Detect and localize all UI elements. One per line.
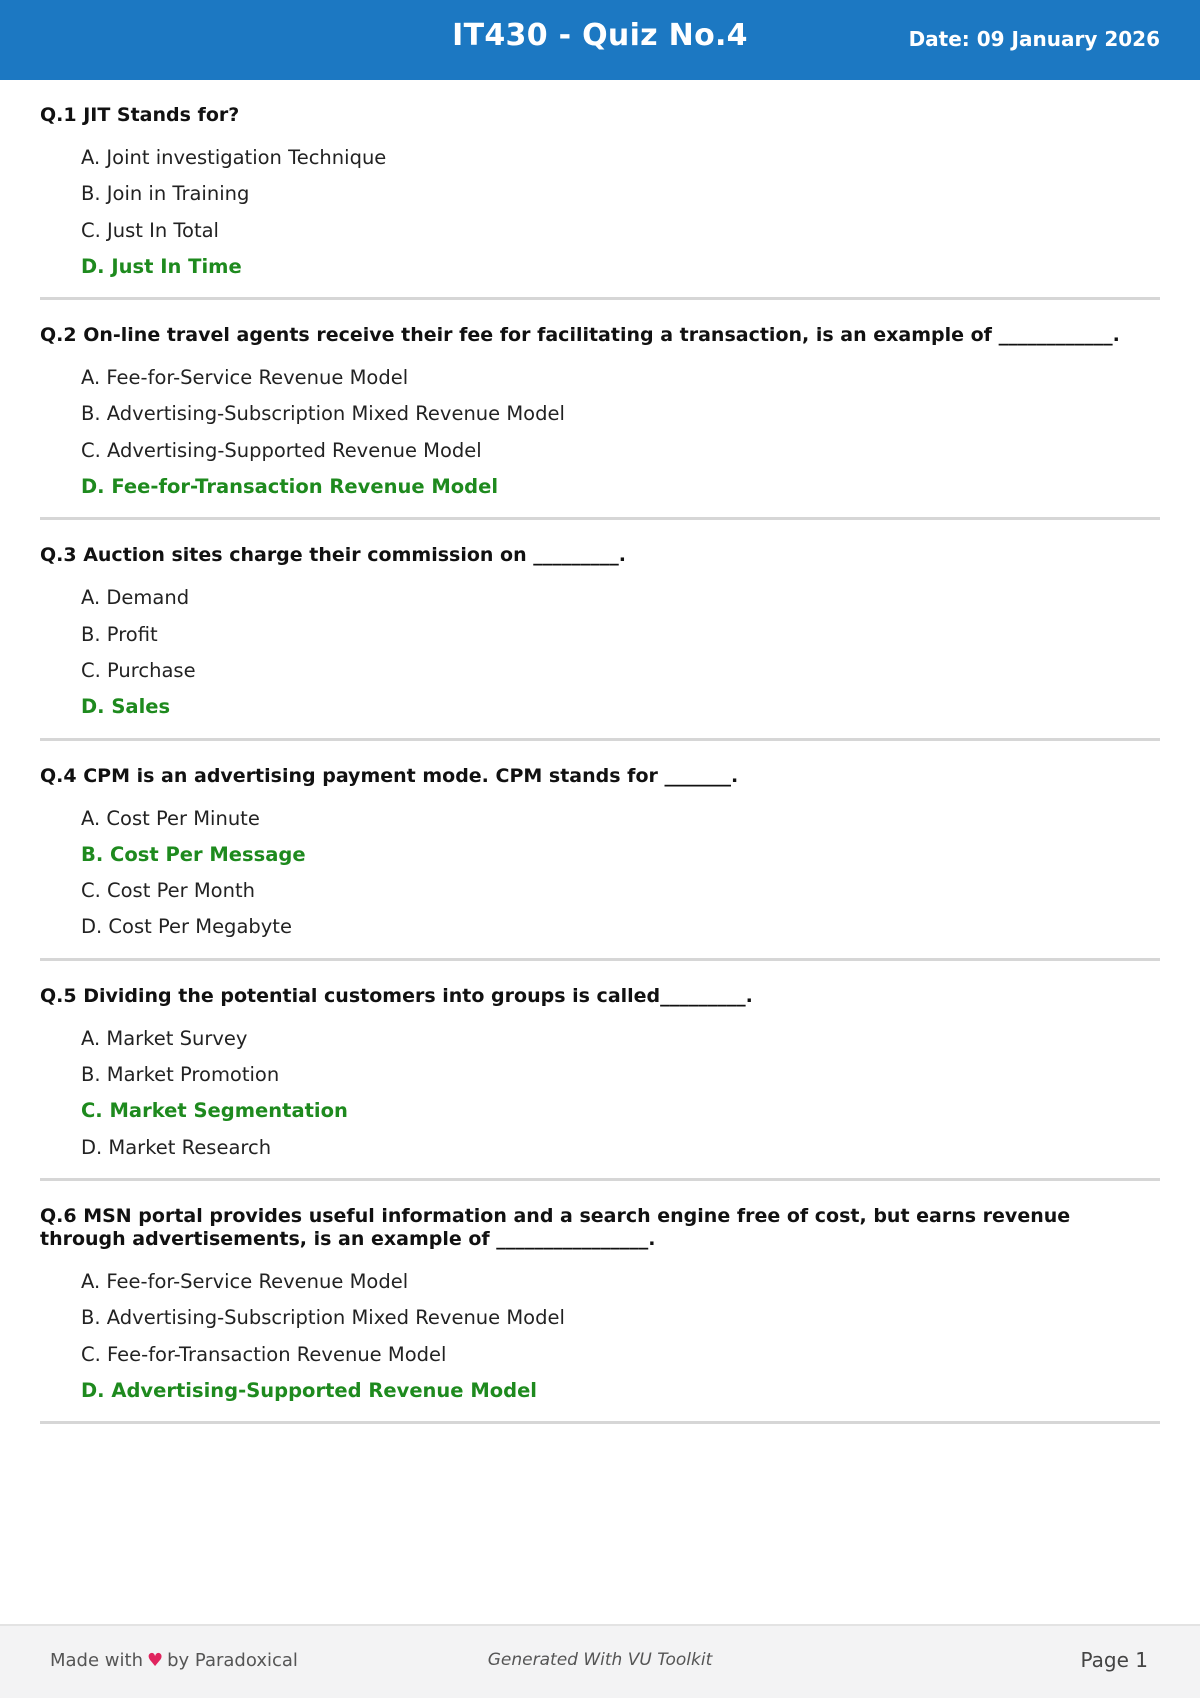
option-b: B. Advertising-Subscription Mixed Revenue Model <box>81 402 565 426</box>
option-a: A. Fee-for-Service Revenue Model <box>81 366 409 390</box>
option-b: B. Join in Training <box>81 182 250 206</box>
question-2 <box>40 300 1160 520</box>
question-1 <box>40 80 1160 300</box>
option-c: C. Market Segmentation <box>81 1099 348 1123</box>
page-title: IT430 - Quiz No.4 <box>452 18 748 53</box>
question-text: Q.2 On-line travel agents receive their fee for facilitating a transaction, is an example of ____________. <box>40 324 1120 347</box>
option-c: C. Fee-for-Transaction Revenue Model <box>81 1342 447 1366</box>
question-text: Q.5 Dividing the potential customers into groups is called_________. <box>40 984 753 1007</box>
made-with-label: Made with <box>50 1650 143 1671</box>
question-5 <box>40 961 1160 1181</box>
option-d: D. Cost Per Megabyte <box>81 915 292 939</box>
option-a: A. Market Survey <box>81 1026 248 1050</box>
page-footer <box>0 1624 1200 1698</box>
question-4 <box>40 741 1160 961</box>
option-d: D. Market Research <box>81 1135 272 1159</box>
author-label: by Paradoxical <box>167 1650 298 1671</box>
heart-icon: ♥ <box>146 1650 164 1671</box>
header-bar <box>0 0 1200 80</box>
option-a: A. Demand <box>81 586 190 610</box>
option-a: A. Cost Per Minute <box>81 806 260 830</box>
option-b: B. Market Promotion <box>81 1063 280 1087</box>
page-number: Page 1 <box>1080 1648 1148 1672</box>
question-text: Q.1 JIT Stands for? <box>40 104 240 126</box>
question-6 <box>40 1181 1160 1424</box>
option-c: C. Cost Per Month <box>81 879 255 903</box>
option-b: B. Advertising-Subscription Mixed Revenue Model <box>81 1306 565 1330</box>
question-list <box>40 80 1160 1424</box>
quiz-date: Date: 09 January 2026 <box>908 27 1160 51</box>
generated-by-label: Generated With VU Toolkit <box>487 1650 713 1670</box>
option-d: D. Just In Time <box>81 254 242 278</box>
option-a: A. Joint investigation Technique <box>81 146 387 169</box>
question-text: Q.3 Auction sites charge their commission on _________. <box>40 544 626 567</box>
option-d: D. Sales <box>81 695 171 719</box>
option-c: C. Just In Total <box>81 218 219 242</box>
option-c: C. Purchase <box>81 658 196 682</box>
question-3 <box>40 520 1160 740</box>
option-d: D. Fee-for-Transaction Revenue Model <box>81 475 499 499</box>
option-b: B. Profit <box>81 622 158 646</box>
option-c: C. Advertising-Supported Revenue Model <box>81 438 482 462</box>
option-a: A. Fee-for-Service Revenue Model <box>81 1269 409 1293</box>
question-text: Q.6 MSN portal provides useful information and a search engine free of cost, but earns revenue through advertisements, is an example of ________________. <box>40 1204 1071 1250</box>
question-text: Q.4 CPM is an advertising payment mode. CPM stands for _______. <box>40 764 739 787</box>
option-d: D. Advertising-Supported Revenue Model <box>81 1378 537 1402</box>
option-b: B. Cost Per Message <box>81 842 306 866</box>
